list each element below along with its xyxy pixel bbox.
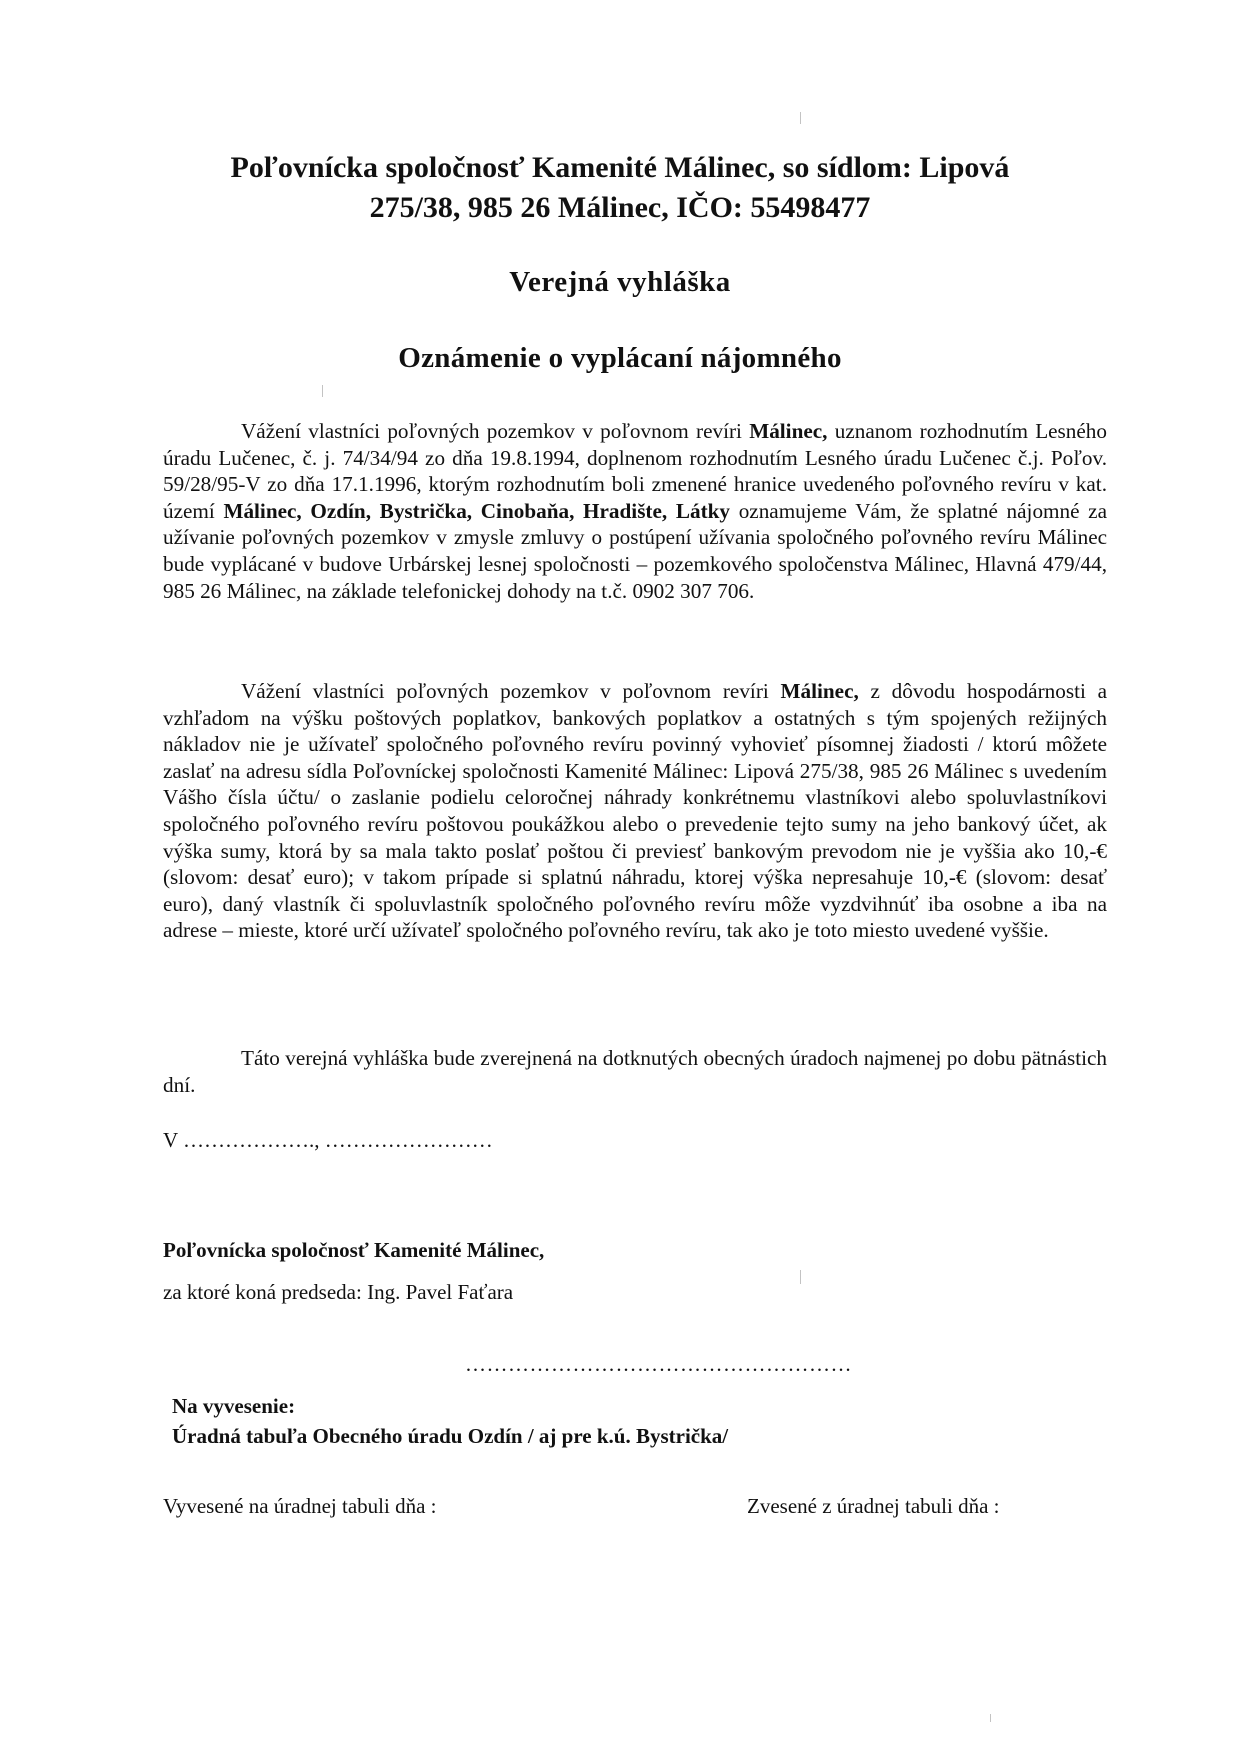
scan-artifact <box>322 385 323 397</box>
posting-board: Úradná tabuľa Obecného úradu Ozdín / aj pre k.ú. Bystrička/ <box>172 1424 729 1448</box>
p3-text: Táto verejná vyhláška bude zverejnená na dotknutých obecných úradoch najmenej po dobu pätnástich dní. <box>163 1046 1107 1097</box>
posted-date-label: Vyvesené na úradnej tabuli dňa : <box>163 1494 437 1518</box>
scan-artifact <box>990 1714 991 1722</box>
scan-artifact <box>800 112 801 124</box>
place-date-line: V ………………., …………………… <box>163 1128 493 1152</box>
removed-date-label: Zvesené z úradnej tabuli dňa : <box>747 1494 1000 1518</box>
header-line-2: 275/38, 985 26 Málinec, IČO: 55498477 <box>369 191 871 224</box>
scan-artifact <box>800 1270 801 1284</box>
organization-header <box>160 148 1080 228</box>
p2-bold-1: Málinec, <box>780 679 859 703</box>
p1-text-1: Vážení vlastníci poľovných pozemkov v poľovnom revíri <box>241 419 750 443</box>
p2-text-2: z dôvodu hospodárnosti a vzhľadom na výšku poštových poplatkov, bankových poplatkov a ostatných s tým spojených režijných nákladov nie je užívateľ spoločného poľovného revíru povinný vyhovieť písomnej žiadosti / ktorú môžete zaslať na adresu sídla Poľovníckej spoločnosti Kamenité Málinec: Lipová 275/38, 985 26 Málinec s uvedením Vášho čísla účtu/ o zaslanie podielu celoročnej náhrady konkrétnemu vlastníkovi alebo spoluvlastníkovi spoločného poľovného revíru poštovou poukážkou alebo o prevedenie tejto sumy na jeho bankový účet, ak výška sumy, ktorá by sa mala takto poslať poštou či previesť bankovým prevodom nie je vyššia ako 10,-€ (slovom: desať euro); v takom prípade si splatnú náhradu, ktorej výška nepresahuje 10,-€ (slovom: desať euro), daný vlastník či spoluvlastník spoločného poľovného revíru môže vyzdvihnúť iba osobne a iba na adrese – mieste, ktoré určí užívateľ spoločného poľovného revíru, tak ako je toto miesto uvedené vyššie. <box>163 679 1107 943</box>
posting-label: Na vyvesenie: <box>172 1394 296 1418</box>
signature-line: ……………………………………………… <box>465 1352 852 1376</box>
header-line-1: Poľovnícka spoločnosť Kamenité Málinec, so sídlom: Lipová <box>230 151 1010 184</box>
p1-bold-1: Málinec, <box>749 419 828 443</box>
p2-text-1: Vážení vlastníci poľovných pozemkov v poľovnom revíri <box>241 679 781 703</box>
paragraph-1 <box>163 418 1107 604</box>
signature-chairman: za ktoré koná predseda: Ing. Pavel Faťara <box>163 1280 514 1304</box>
document-title: Verejná vyhláška <box>509 266 731 298</box>
p1-bold-2: Málinec, Ozdín, Bystrička, Cinobaňa, Hradište, Látky <box>223 498 731 523</box>
signature-organization: Poľovnícka spoločnosť Kamenité Málinec, <box>163 1238 545 1262</box>
p1-text-2: uznanom rozhodnutím Lesného úradu Lučenec, č. j. 74/34/94 zo dňa 19.8.1994, doplnenom rozhodnutím Lesného úradu Lučenec č.j. Poľov. 59/28/95-V zo dňa 17.1.1996, ktorým rozhodnutím boli zmenené hranice uvedeného poľovného revíru v kat. území <box>163 419 1107 523</box>
document-subtitle: Oznámenie o vyplácaní nájomného <box>398 342 842 374</box>
p1-text-3: oznamujeme Vám, že splatné nájomné za užívanie poľovných pozemkov v zmysle zmluvy o postúpení užívania spoločného poľovného revíru Málinec bude vyplácané v budove Urbárskej lesnej spoločnosti – pozemkového spoločenstva Málinec, Hlavná 479/44, 985 26 Málinec, na základe telefonickej dohody na t.č. 0902 307 706. <box>163 498 1107 603</box>
paragraph-2 <box>163 678 1107 944</box>
paragraph-3 <box>163 1045 1107 1098</box>
